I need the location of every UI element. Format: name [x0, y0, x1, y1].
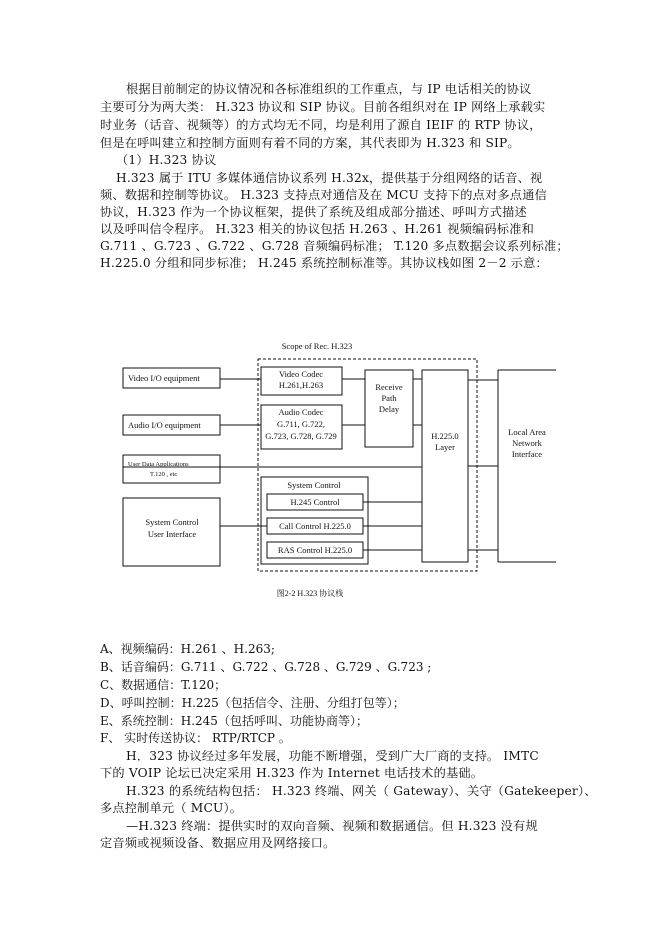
- paragraph-line: 根据目前制定的协议情况和各标准组织的工作重点，与 IP 电话相关的协议: [126, 82, 532, 96]
- paragraph-line: 下的 VOIP 论坛已决定采用 H.323 作为 Internet 电话技术的基础。: [100, 766, 484, 780]
- h225-layer-box: [422, 370, 468, 562]
- paragraph-line: 主要可分为两大类： H.323 协议和 SIP 协议。目前各组织对在 IP 网络上承载实: [100, 100, 546, 114]
- list-item: A、视频编码：H.261 、H.263;: [100, 642, 275, 656]
- user-data-label: T.120 , etc: [150, 471, 178, 478]
- scope-label: Scope of Rec. H.323: [281, 341, 353, 351]
- user-data-box: [123, 455, 220, 483]
- audio-io-label: Audio I/O equipment: [128, 420, 201, 430]
- paragraph-line: 时业务（话音、视频等）的方式均无不同，均是利用了源自 IEIF 的 RTP 协议，: [100, 118, 542, 132]
- paragraph-line: 多点控制单元（ MCU）。: [100, 801, 243, 815]
- list-item: F、 实时传送协议： RTP/RTCP 。: [100, 731, 291, 745]
- paragraph-line: 协议，H.323 作为一个协议框架，提供了系统及组成部分描述、呼叫方式描述: [100, 205, 527, 219]
- lan-label: Network: [512, 438, 542, 448]
- paragraph-line: G.711 、G.723 、G.722 、G.728 音频编码标准； T.120 多点数据会议系列标准；: [100, 239, 569, 253]
- list-item: E、系统控制：H.245（包括呼叫、功能协商等）；: [100, 714, 368, 728]
- paragraph-line: H.225.0 分组和同步标准； H.245 系统控制标准等。其协议栈如图 2－2 示意：: [100, 256, 548, 270]
- receive-label: Receive: [375, 382, 403, 392]
- sys-ui-label: System Control: [145, 517, 199, 527]
- system-control-label: System Control: [287, 480, 341, 490]
- h323-protocol-stack-diagram: [0, 330, 662, 610]
- call-control-label: Call Control H.225.0: [279, 521, 351, 531]
- h245-label: H.245 Control: [290, 497, 340, 507]
- figure-caption: 图2-2 H.323 协议栈: [276, 589, 344, 598]
- receive-label: Delay: [378, 404, 400, 414]
- paragraph-line: H．323 协议经过多年发展，功能不断增强，受到广大厂商的支持。 IMTC: [126, 749, 539, 763]
- section-heading: （1）H.323 协议: [116, 153, 217, 167]
- paragraph-line: 定音频或视频设备、数据应用及网络接口。: [100, 836, 336, 850]
- ras-control-label: RAS Control H.225.0: [277, 545, 353, 555]
- paragraph-line: 以及呼叫信令程序。 H.323 相关的协议包括 H.263 、H.261 视频编码标准和: [100, 222, 534, 236]
- list-item: C、数据通信：T.120；: [100, 678, 227, 692]
- audio-codec-label: G.711, G.722,: [276, 419, 326, 429]
- video-codec-label: Video Codec: [278, 369, 324, 379]
- list-item: D、呼叫控制：H.225（包括信令、注册、分组打包等）；: [100, 696, 405, 710]
- sys-ui-label: User Interface: [147, 529, 197, 539]
- paragraph-line: H.323 的系统结构包括： H.323 终端、网关（ Gateway）、关守（Gatekeeper）、: [126, 784, 597, 798]
- paragraph-line: H.323 属于 ITU 多媒体通信协议系列 H.32x，提供基于分组网络的话音、视: [116, 171, 543, 185]
- user-data-label: User Data Applications: [128, 461, 189, 468]
- video-codec-label: H.261,H.263: [278, 380, 324, 390]
- receive-label: Path: [381, 393, 397, 403]
- paragraph-line: 但是在呼叫建立和控制方面则有着不同的方案，其代表即为 H.323 和 SIP。: [100, 136, 520, 150]
- audio-codec-label: Audio Codec: [278, 407, 324, 417]
- h225-label: H.225.0: [431, 431, 459, 441]
- video-io-label: Video I/O equipment: [128, 373, 200, 383]
- list-item: B、话音编码：G.711 、G.722 、G.728 、G.729 、G.723 ;: [100, 660, 432, 674]
- h225-label: Layer: [435, 442, 455, 452]
- lan-label: Local Area: [508, 427, 546, 437]
- audio-codec-label: G.723, G.728, G.729: [265, 431, 337, 441]
- lan-label: Interface: [511, 449, 543, 459]
- paragraph-line: 频、数据和控制等协议。 H.323 支持点对通信及在 MCU 支持下的点对多点通信: [100, 188, 547, 202]
- paragraph-line: —H.323 终端：提供实时的双向音频、视频和数据通信。但 H.323 没有规: [126, 819, 538, 833]
